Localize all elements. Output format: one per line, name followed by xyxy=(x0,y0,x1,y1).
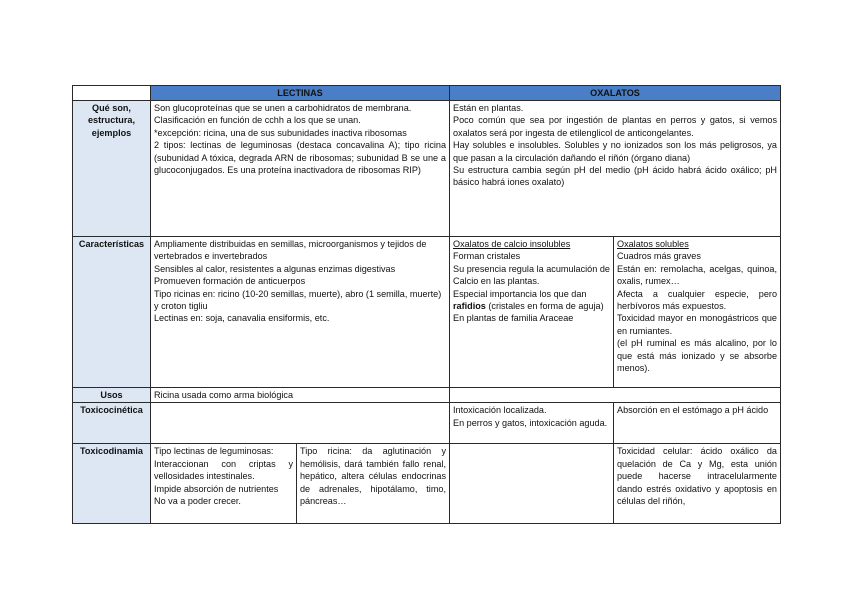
text-line: Clasificación en función de cchh a los que se unan. xyxy=(154,115,361,126)
cell-lectinas-ricina xyxy=(297,444,450,524)
text-line: Impide absorción de nutrientes xyxy=(154,483,279,494)
text-line: Su estructura cambia según pH del medio (pH ácido habrá ácido oxálico; pH básico habrá iones oxalato) xyxy=(453,165,777,188)
cell-solubles-toxicodinamia xyxy=(614,444,781,524)
row-toxicocinetica xyxy=(73,403,781,444)
text-line: Cuadros más graves xyxy=(617,251,701,262)
cell-oxalatos-que-son xyxy=(450,101,781,237)
row-que-son xyxy=(73,101,781,237)
subheading-solubles: Oxalatos solubles xyxy=(617,239,689,249)
text-line: Intoxicación localizada. xyxy=(453,405,547,416)
text-line: Poco común que sea por ingestión de plantas en perros y gatos, si vemos oxalatos será por ingesta de etilenglicol de anticongelantes. xyxy=(453,115,777,138)
text-line: Toxicidad mayor en monogástricos que en rumiantes. xyxy=(617,313,777,336)
text-line: Hay solubles e insolubles. Solubles y no ionizados son los más peligrosos, ya que pasan a la circulación dañando el riñón (órgano diana) xyxy=(453,140,777,163)
header-corner-cell xyxy=(73,86,151,101)
text-line: 2 tipos: lectinas de leguminosas (destaca concavalina A); tipo ricina (subunidad A tóxica, degrada ARN de ribosomas; subunidad B se une a glucoconjugados. Es una proteína inactivadora de ribosomas RIP) xyxy=(154,140,446,176)
text-line: Su presencia regula la acumulación de Calcio en las plantas. xyxy=(453,263,610,287)
text-line: Tipo ricinas en: ricino (10-20 semillas, muerte), abro (1 semilla, muerte) y croton tigliu xyxy=(154,288,442,312)
row-label-toxicocinetica: Toxicocinética xyxy=(73,403,151,444)
header-lectinas: LECTINAS xyxy=(151,86,450,101)
cell-lectinas-caracteristicas xyxy=(151,237,450,388)
text-line: Toxicidad celular: ácido oxálico da quelación de Ca y Mg, esta unión puede hacerse intracelularmente dando estrés oxidativo y apoptosis en células del riñón, xyxy=(617,446,777,507)
text-line: (el pH ruminal es más alcalino, por lo que está más ionizado y se absorbe menos). xyxy=(617,338,777,374)
text-line: *excepción: ricina, una de sus subunidades inactiva ribosomas xyxy=(154,127,407,138)
row-usos xyxy=(73,388,781,403)
rafidios-term: rafidios xyxy=(453,301,486,312)
cell-lectinas-toxicocinetica xyxy=(151,403,450,444)
cell-oxalatos-insolubles xyxy=(450,237,614,388)
text-line: Tipo lectinas de leguminosas: xyxy=(154,446,274,457)
cell-oxalatos-usos xyxy=(450,388,781,403)
text-line: Interaccionan con criptas y vellosidades intestinales. xyxy=(154,458,293,482)
cell-lectinas-leguminosas xyxy=(151,444,297,524)
text-line: Son glucoproteínas que se unen a carbohidratos de membrana. xyxy=(154,103,412,113)
header-row xyxy=(73,86,781,101)
text-line: No va a poder crecer. xyxy=(154,496,241,507)
subheading-insolubles: Oxalatos de calcio insolubles xyxy=(453,239,571,249)
comparison-table xyxy=(72,85,781,524)
cell-solubles-toxicocinetica xyxy=(614,403,781,444)
text-line: En perros y gatos, intoxicación aguda. xyxy=(453,417,608,428)
text-line: Tipo ricina: da aglutinación y hemólisis, dará también fallo renal, hepático, altera células endocrinas de adrenales, hipotálamo, timo, páncreas… xyxy=(300,446,446,507)
row-toxicodinamia xyxy=(73,444,781,524)
text-line xyxy=(453,300,610,312)
text-line: Promueven formación de anticuerpos xyxy=(154,276,306,287)
rafidios-desc: (cristales en forma de aguja) xyxy=(485,301,604,312)
text-line: Ampliamente distribuidas en semillas, microorganismos y tejidos de vertebrados e invertebrados xyxy=(154,239,427,262)
cell-oxalatos-solubles xyxy=(614,237,781,388)
text-line: Lectinas en: soja, canavalia ensiformis, etc. xyxy=(154,313,330,324)
cell-insolubles-toxicodinamia xyxy=(450,444,614,524)
text-line: Especial importancia los que dan xyxy=(453,288,587,299)
text-line: Forman cristales xyxy=(453,251,521,262)
row-label-toxicodinamia: Toxicodinamia xyxy=(73,444,151,524)
text-line: Están en plantas. xyxy=(453,103,524,113)
row-label-que-son: Qué son, estructura, ejemplos xyxy=(73,101,151,237)
cell-insolubles-toxicocinetica xyxy=(450,403,614,444)
text-line: En plantas de familia Araceae xyxy=(453,313,574,324)
row-label-caracteristicas: Características xyxy=(73,237,151,388)
cell-lectinas-que-son xyxy=(151,101,450,237)
text-line: Están en: remolacha, acelgas, quinoa, oxalis, rumex… xyxy=(617,263,777,287)
row-caracteristicas xyxy=(73,237,781,388)
text-line: Sensibles al calor, resistentes a algunas enzimas digestivas xyxy=(154,263,396,274)
text-line: Absorción en el estómago a pH ácido xyxy=(617,405,769,416)
header-oxalatos: OXALATOS xyxy=(450,86,781,101)
cell-lectinas-usos: Ricina usada como arma biológica xyxy=(151,388,450,403)
text-line: Afecta a cualquier especie, pero herbívoros más expuestos. xyxy=(617,288,777,312)
row-label-usos: Usos xyxy=(73,388,151,403)
